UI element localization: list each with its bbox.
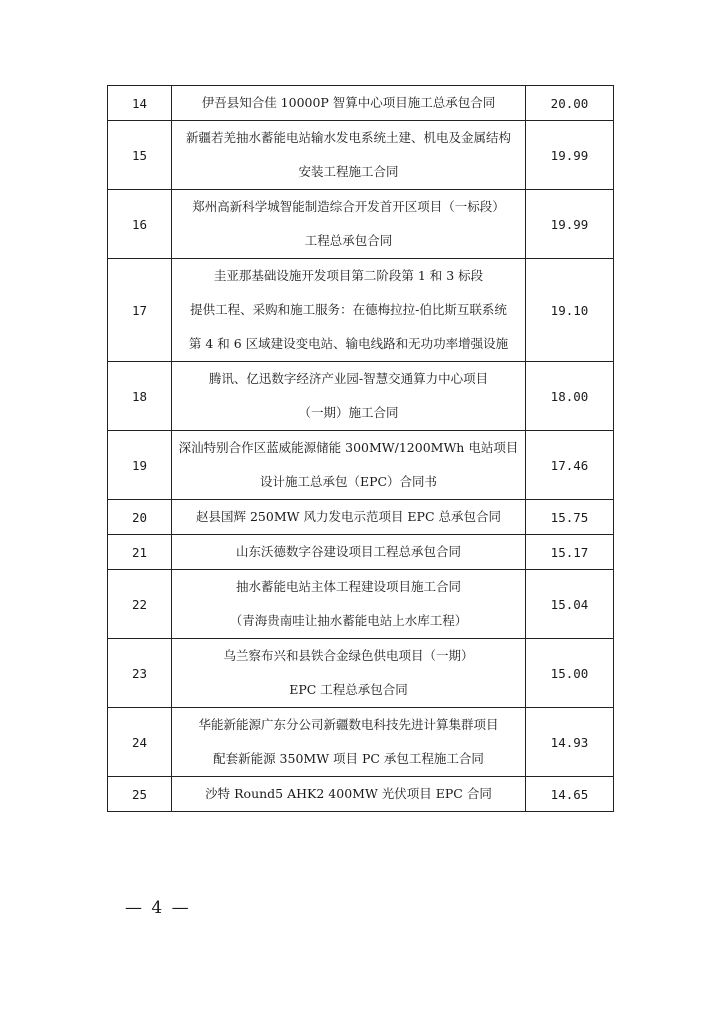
contract-name-cell <box>172 708 526 777</box>
contract-name-line: 沙特 Round5 AHK2 400MW 光伏项目 EPC 合同 <box>205 786 492 801</box>
contract-name-line: 乌兰察布兴和县铁合金绿色供电项目（一期） <box>223 648 474 663</box>
contract-name-line: 新疆若羌抽水蓄能电站输水发电系统土建、机电及金属结构 <box>185 130 511 145</box>
row-number-cell: 24 <box>108 708 172 777</box>
contract-name-cell <box>172 259 526 362</box>
table-row <box>108 121 614 190</box>
contract-amount-cell: 19.99 <box>526 190 614 259</box>
contracts-table <box>107 85 614 812</box>
contract-amount-cell: 14.65 <box>526 777 614 812</box>
contract-name-cell <box>172 362 526 431</box>
contract-name-line: 抽水蓄能电站主体工程建设项目施工合同 <box>235 579 461 594</box>
table-row <box>108 362 614 431</box>
table-row <box>108 431 614 500</box>
table-row <box>108 190 614 259</box>
contract-name-line: 第 4 和 6 区域建设变电站、输电线路和无功功率增强设施 <box>188 336 509 351</box>
contract-name-line: 赵县国辉 250MW 风力发电示范项目 EPC 总承包合同 <box>196 509 501 524</box>
row-number-cell: 17 <box>108 259 172 362</box>
row-number-cell: 23 <box>108 639 172 708</box>
contract-name-line: 圭亚那基础设施开发项目第二阶段第 1 和 3 标段 <box>213 268 484 283</box>
table-row <box>108 259 614 362</box>
table-row <box>108 777 614 812</box>
contract-name-cell <box>172 535 526 570</box>
table-row <box>108 500 614 535</box>
contract-name-line: 配套新能源 350MW 项目 PC 承包工程施工合同 <box>213 751 484 766</box>
contract-amount-cell: 14.93 <box>526 708 614 777</box>
table-row <box>108 86 614 121</box>
row-number-cell: 16 <box>108 190 172 259</box>
contract-name-cell <box>172 86 526 121</box>
contract-name-line: 华能新能源广东分公司新疆数电科技先进计算集群项目 <box>198 717 499 732</box>
contract-name-line: 山东沃德数字谷建设项目工程总承包合同 <box>235 544 461 559</box>
page-number: — 4 — <box>125 898 191 918</box>
contract-amount-cell: 18.00 <box>526 362 614 431</box>
row-number-cell: 25 <box>108 777 172 812</box>
table-row <box>108 570 614 639</box>
contract-amount-cell: 15.04 <box>526 570 614 639</box>
row-number-cell: 21 <box>108 535 172 570</box>
contract-name-cell <box>172 777 526 812</box>
contract-name-cell <box>172 639 526 708</box>
contract-amount-cell: 17.46 <box>526 431 614 500</box>
row-number-cell: 15 <box>108 121 172 190</box>
contract-name-line: EPC 工程总承包合同 <box>289 682 408 697</box>
contract-name-line: 提供工程、采购和施工服务：在德梅拉拉-伯比斯互联系统 <box>190 302 507 317</box>
table-row <box>108 639 614 708</box>
row-number-cell: 20 <box>108 500 172 535</box>
contract-name-line: 深汕特别合作区蓝威能源储能 300MW/1200MWh 电站项目 <box>178 440 519 455</box>
contract-name-cell <box>172 121 526 190</box>
contract-name-line: 腾讯、亿迅数字经济产业园-智慧交通算力中心项目 <box>208 371 489 386</box>
contract-amount-cell: 20.00 <box>526 86 614 121</box>
row-number-cell: 18 <box>108 362 172 431</box>
contract-amount-cell: 19.99 <box>526 121 614 190</box>
row-number-cell: 14 <box>108 86 172 121</box>
table-row <box>108 708 614 777</box>
contract-amount-cell: 15.75 <box>526 500 614 535</box>
contract-name-line: 工程总承包合同 <box>304 233 393 248</box>
contract-name-line: （一期）施工合同 <box>298 405 399 420</box>
contract-amount-cell: 15.00 <box>526 639 614 708</box>
contract-name-cell <box>172 570 526 639</box>
contract-name-cell <box>172 190 526 259</box>
contract-name-cell <box>172 431 526 500</box>
contract-name-cell <box>172 500 526 535</box>
contract-name-line: 郑州高新科学城智能制造综合开发首开区项目（一标段） <box>192 199 505 214</box>
table-row <box>108 535 614 570</box>
contract-amount-cell: 15.17 <box>526 535 614 570</box>
contract-name-line: （青海贵南哇让抽水蓄能电站上水库工程） <box>229 613 468 628</box>
contract-name-line: 安装工程施工合同 <box>298 164 399 179</box>
contracts-table-body <box>108 86 614 812</box>
contract-name-line: 设计施工总承包（EPC）合同书 <box>259 474 438 489</box>
row-number-cell: 19 <box>108 431 172 500</box>
contract-amount-cell: 19.10 <box>526 259 614 362</box>
row-number-cell: 22 <box>108 570 172 639</box>
contract-name-line: 伊吾县知合佳 10000P 智算中心项目施工总承包合同 <box>201 95 496 110</box>
